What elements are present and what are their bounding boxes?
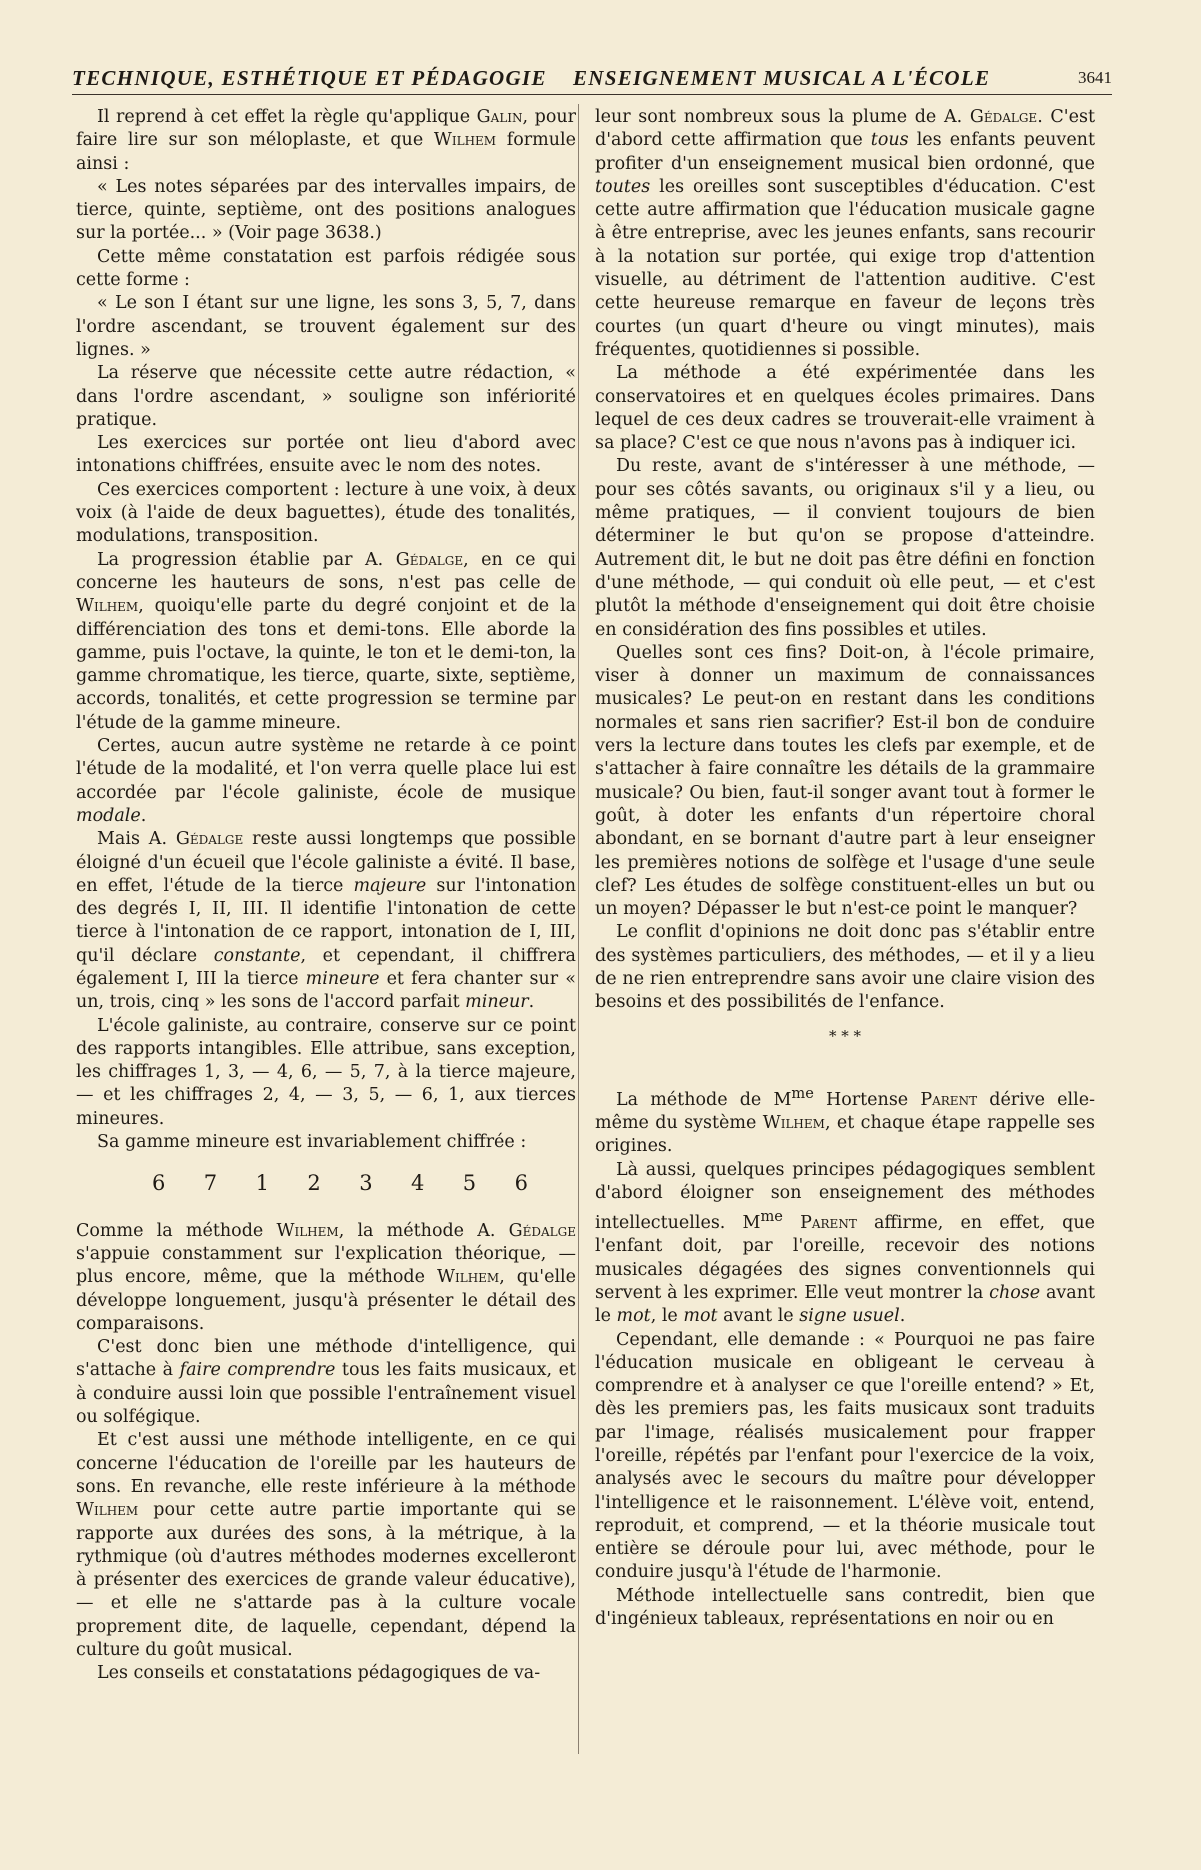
section-separator-asterisks: * * *: [828, 1026, 862, 1045]
header-section-title: ENSEIGNEMENT MUSICAL A L'ÉCOLE: [573, 66, 991, 90]
scale-degree: 2: [307, 1171, 321, 1196]
scale-degree: 5: [462, 1171, 477, 1196]
scale-degree: 3: [359, 1171, 373, 1196]
scale-degree: 7: [203, 1171, 218, 1196]
paragraph: Les conseils et constatations pédagogiques de va-: [97, 1663, 541, 1684]
paragraph: Ces exercices comportent : lecture à une voix, à deux voix (à l'aide de deux baguettes), étude des tonalités, modulations, transposition.: [76, 479, 576, 547]
paragraph: Mais A. Gédalge reste aussi longtemps que possible éloigné d'un écueil que l'école galiniste a évité. Il base, en effet, l'étude de la tierce majeure sur l'intonation des degrés I, II, III. Il identifie l'intonation de cette tierce à l'intonation de ce rapport, intonation de I, III, qu'il déclare constante, et cependant, il chiffrera également I, III la tierce mineure et fera chanter sur « un, trois, cinq » les sons de l'accord parfait mineur.: [76, 829, 577, 1013]
paragraph: « Le son I étant sur une ligne, les sons 3, 5, 7, dans l'ordre ascendant, se trouvent également sur des lignes. »: [76, 293, 576, 360]
paragraph: Là aussi, quelques principes pédagogiques semblent d'abord éloigner son enseignement des méthodes intellectuelles. $M^{me}$ Parent affirme, en effet, que l'enfant doit, par l'oreille, recevoir des notions musicales dégagées des signes conventionnels qui servent à les exprimer. Elle veut montrer la chose avant le mot, le mot avant le signe usuel.: [595, 1159, 1096, 1327]
paragraph: Cette même constatation est parfois rédigée sous cette forme :: [76, 246, 576, 291]
paragraph: L'école galiniste, au contraire, conserve sur ce point des rapports intangibles. Elle attribue, sans exception, les chiffrages 1, 3, — 4, 6, — 5, 7, à la tierce majeure, — et les chiffrages 2, 4, — 3, 5, — 6, 1, aux tierces mineures.: [76, 1015, 576, 1129]
scale-degree: 1: [255, 1171, 269, 1196]
paragraph: La progression établie par A. Gédalge, en ce qui concerne les hauteurs de sons, n'est pas celle de Wilhem, quoiqu'elle parte du degré conjoint et de la différenciation des tons et demi-tons. Elle aborde la gamme, puis l'octave, la quinte, le ton et le demi-ton, la gamme chromatique, les tierce, quarte, sixte, septième, accords, tonalités, et cette progression se termine par l'étude de la gamme mineure.: [76, 549, 576, 733]
paragraph: C'est donc bien une méthode d'intelligence, qui s'attache à faire comprendre tous les faits musicaux, et à conduire aussi loin que possible l'entraînement visuel ou solfégique.: [76, 1337, 576, 1428]
running-header: [72, 64, 1112, 95]
paragraph: Et c'est aussi une méthode intelligente, en ce qui concerne l'éducation de l'oreille par les hauteurs de sons. En revanche, elle reste inférieure à la méthode Wilhem pour cette autre partie importante qui se rapporte aux durées des sons, à la métrique, à la rythmique (où d'autres méthodes modernes excelleront à présenter des exercices de grande valeur éducative), — et elle ne s'attarde pas à la culture vocale proprement dite, de laquelle, cependant, dépend la culture du goût musical.: [76, 1430, 576, 1660]
paragraph: Quelles sont ces fins? Doit-on, à l'école primaire, viser à donner un maximum de connaissances musicales? Le peut-on en restant dans les conditions normales et sans rien sacrifier? Est-il bon de conduire vers la lecture dans toutes les clefs par exemple, et de s'attacher à faire connaître les détails de la grammaire musicale? Ou bien, faut-il songer avant tout à former le goût, à doter les enfants d'un répertoire choral abondant, en se bornant d'autre part à leur enseigner les premières notions de solfège et l'usage d'une seule clef? Les études de solfège constituent-elles un but ou un moyen? Dépasser le but n'est-ce point le manquer?: [595, 642, 1095, 920]
column-divider: [578, 104, 579, 1754]
paragraph: Il reprend à cet effet la règle qu'applique Galin, pour faire lire sur son méloplaste, et que Wilhem formule ainsi :: [76, 107, 576, 174]
paragraph: Sa gamme mineure est invariablement chiffrée :: [97, 1132, 527, 1153]
scale-degree: 6: [152, 1171, 166, 1196]
paragraph: Cependant, elle demande : « Pourquoi ne pas faire l'éducation musicale en obligeant le cerveau à comprendre et à analyser ce que l'oreille entend? » Et, dès les premiers pas, les faits musicaux sont traduits par l'image, réalisés musicalement pour frapper l'oreille, répétés par l'enfant pour l'exercice de la voix, analysés avec le secours du maître pour développer l'intelligence et le raisonnement. L'élève voit, entend, reproduit, et comprend, — et la théorie musicale tout entière se déroule pour lui, avec méthode, pour le conduire jusqu'à l'étude de l'harmonie.: [595, 1329, 1095, 1583]
paragraph: La réserve que nécessite cette autre rédaction, « dans l'ordre ascendant, » souligne son infériorité pratique.: [76, 363, 576, 430]
paragraph: La méthode de $M^{me}$ Hortense Parent dérive elle-même du système Wilhem, et chaque étape rappelle ses origines.: [595, 1084, 1095, 1157]
paragraph: Du reste, avant de s'intéresser à une méthode, — pour ses côtés savants, ou originaux s'il y a lieu, ou même pratiques, — il convient toujours de bien déterminer le but qu'on se propose d'atteindre. Autrement dit, le but ne doit pas être défini en fonction d'une méthode, — qui conduit où elle peut, — et c'est plutôt la méthode d'enseignement qui doit être choisie en considération des fins possibles et utiles.: [595, 456, 1095, 640]
right-column: [595, 106, 1095, 1631]
scale-degree: 4: [410, 1171, 425, 1196]
left-column: [76, 106, 576, 1686]
paragraph: Méthode intellectuelle sans contredit, bien que d'ingénieux tableaux, représentations en noir ou en: [595, 1585, 1095, 1630]
paragraph: leur sont nombreux sous la plume de A. Gédalge. C'est d'abord cette affirmation que tous les enfants peuvent profiter d'un enseignement musical bien ordonné, que toutes les oreilles sont susceptibles d'éducation. C'est cette autre affirmation que l'éducation musicale gagne à être entreprise, avec les jeunes enfants, sans recourir à la notation sur portée, qui exige trop d'attention visuelle, au détriment de l'attention auditive. C'est cette heureuse remarque en faveur de leçons très courtes (un quart d'heure ou vingt minutes), mais fréquentes, quotidiennes si possible.: [595, 107, 1095, 360]
minor-scale-figures: [76, 1154, 576, 1219]
paragraph: Les exercices sur portée ont lieu d'abord avec intonations chiffrées, ensuite avec le nom des notes.: [76, 433, 576, 477]
paragraph: « Les notes séparées par des intervalles impairs, de tierce, quinte, septième, ont des positions analogues sur la portée... » (Voir page 3638.): [76, 176, 576, 244]
scale-degree: 6: [514, 1171, 528, 1196]
paragraph: La méthode a été expérimentée dans les conservatoires et en quelques écoles primaires. Dans lequel de ces deux cadres se trouverait-elle vraiment à sa place? C'est ce que nous n'avons pas à indiquer ici.: [595, 363, 1095, 454]
page-number: 3641: [1078, 68, 1112, 87]
paragraph: Comme la méthode Wilhem, la méthode A. Gédalge s'appuie constamment sur l'explication théorique, — plus encore, même, que la méthode Wilhem, qu'elle développe longuement, jusqu'à présenter le détail des comparaisons.: [76, 1220, 576, 1334]
header-left-title: TECHNIQUE, ESTHÉTIQUE ET PÉDAGOGIE: [72, 66, 547, 90]
paragraph: Certes, aucun autre système ne retarde à ce point l'étude de la modalité, et l'on verra quelle place lui est accordée par l'école galiniste, école de musique modale.: [76, 736, 576, 826]
paragraph: Le conflit d'opinions ne doit donc pas s'établir entre des systèmes particuliers, des méthodes, — et il y a lieu de ne rien entreprendre sans avoir une claire vision des besoins et des possibilités de l'enfance.: [595, 922, 1095, 1013]
